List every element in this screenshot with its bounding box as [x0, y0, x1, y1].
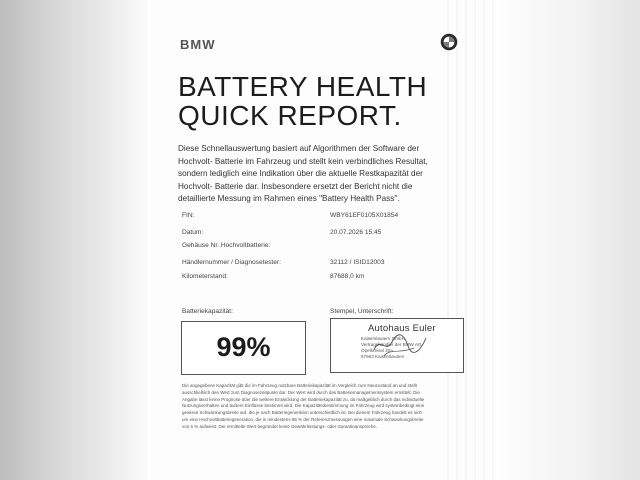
stamp-dealer-name: Autohaus Euler: [368, 323, 436, 334]
battery-housing-label: Gehäuse Nr. Hochvoltbatterie:: [182, 242, 271, 249]
stamp-line: Opelkreisel 20a: [361, 348, 393, 353]
stamp-line: Vertragshändler der BMW AG: [361, 342, 422, 347]
stamp-line: 67663 Kaiserslautern: [361, 354, 405, 359]
dealer-number-label: Händlernummer / Diagnosetester:: [182, 259, 281, 266]
intro-line: Hochvolt- Batterie dar. Insbesondere ersetzt der Bericht nicht die: [178, 181, 413, 191]
intro-line: Diese Schnellauswertung basiert auf Algorithmen der Software der: [178, 144, 420, 153]
title-line: QUICK REPORT.: [178, 100, 402, 131]
capacity-value: 99%: [216, 332, 271, 362]
mileage-label: Kilometerstand:: [182, 273, 228, 280]
capacity-label: Batteriekapazität:: [182, 308, 233, 315]
title-line: BATTERY HEALTH: [178, 71, 428, 102]
date-label: Datum:: [182, 229, 204, 236]
dealer-number-value: 32112 / ISID12003: [330, 259, 385, 266]
disclaimer-line: von 5 % aufweist. Der ermittelte Wert begründet keine Gewährleistungs- oder Garantieansprüche.: [182, 423, 378, 429]
stamp-line: Kaiserslautern GmbH: [361, 336, 405, 341]
mileage-value: 87688,0 km: [330, 273, 365, 280]
date-value: 20.07.2026 15:45: [330, 229, 382, 236]
intro-line: detaillierte Messung im Rahmen eines "Battery Health Pass".: [178, 194, 400, 203]
disclaimer-line: Angabe lässt keine Prognose über die weitere Entwicklung der Batteriekapazität zu, da maßgeblich durch das individuelle: [182, 396, 425, 402]
fin-value: WBY61EF0105X01854: [330, 212, 399, 219]
stamp-label: Stempel, Unterschrift:: [330, 308, 394, 315]
disclaimer-line: Die angegebene Kapazität gibt die im Fahrzeug nutzbare Batteriekapazität im Vergleich zum Neuzustand an und stellt: [182, 383, 417, 388]
disclaimer-line: Nutzungsverhalten und äußere Einflüsse bestimmt wird. Die Kapazitätsbestimmung im Fahrzeug wird systembedingt eine: [182, 403, 425, 409]
disclaimer-text: [182, 383, 472, 431]
disclaimer-line: gewisse Schwankungsbreite auf, die je nach Batteriegeneration unterschiedlich ist. Bei diesem Fahrzeug handelt es sich: [182, 410, 422, 416]
fin-label: FIN:: [182, 212, 195, 219]
report-title: [178, 72, 427, 130]
intro-paragraph: [178, 143, 478, 206]
scan-shadow-right: [490, 0, 640, 480]
intro-line: Hochvolt- Batterie im Fahrzeug und stellt kein verbindliches Resultat,: [178, 156, 428, 166]
bmw-roundel-icon: [440, 33, 458, 51]
scan-shadow-left: [0, 0, 148, 480]
disclaimer-line: um eine Hochvoltbatteriegeneration, die in mindestens 95 % der Referenzmessungen eine maximale Schwankungsbreite: [182, 416, 424, 422]
intro-line: sondern lediglich eine Indikation über die aktuelle Restkapazität der: [178, 169, 423, 178]
brand-wordmark: BMW: [180, 37, 216, 52]
signature-scribble: [370, 330, 430, 358]
disclaimer-line: ausschließlich den Wert zum Diagnosezeitpunkt dar. Der Wert wird durch das Batteriemanagementsystem ermittelt. Die: [182, 389, 420, 395]
